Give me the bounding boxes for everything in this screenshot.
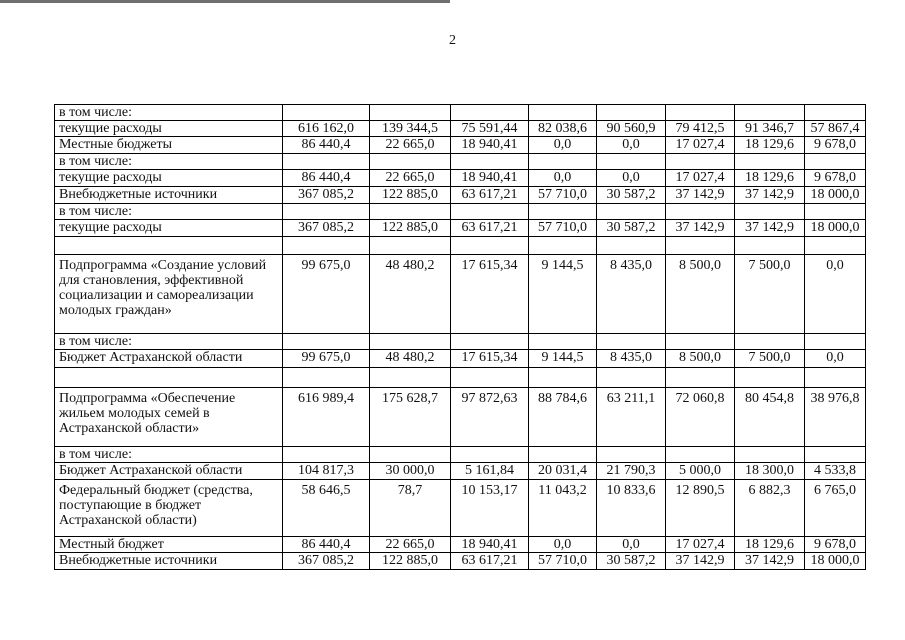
value-cell: 18 940,41 xyxy=(451,537,529,553)
value-cell: 17 615,34 xyxy=(451,255,529,334)
row-label: Внебюджетные источники xyxy=(55,553,283,570)
value-cell xyxy=(666,334,735,350)
value-cell: 9 678,0 xyxy=(805,170,866,187)
table-row xyxy=(55,204,866,220)
value-cell: 122 885,0 xyxy=(370,220,451,237)
row-label: в том числе: xyxy=(55,204,283,220)
value-cell: 91 346,7 xyxy=(735,121,805,137)
value-cell xyxy=(805,204,866,220)
value-cell: 104 817,3 xyxy=(283,463,370,480)
value-cell: 10 153,17 xyxy=(451,480,529,537)
value-cell: 4 533,8 xyxy=(805,463,866,480)
table-row xyxy=(55,154,866,170)
table-row xyxy=(55,220,866,237)
value-cell: 17 027,4 xyxy=(666,170,735,187)
row-label: в том числе: xyxy=(55,105,283,121)
value-cell xyxy=(805,368,866,388)
value-cell xyxy=(597,447,666,463)
value-cell: 57 710,0 xyxy=(529,187,597,204)
value-cell: 78,7 xyxy=(370,480,451,537)
value-cell: 6 765,0 xyxy=(805,480,866,537)
value-cell xyxy=(666,237,735,255)
value-cell: 8 500,0 xyxy=(666,350,735,368)
row-label: Местные бюджеты xyxy=(55,137,283,154)
value-cell: 37 142,9 xyxy=(735,187,805,204)
value-cell xyxy=(451,204,529,220)
row-label xyxy=(55,237,283,255)
value-cell: 8 435,0 xyxy=(597,255,666,334)
value-cell: 18 000,0 xyxy=(805,553,866,570)
value-cell xyxy=(735,105,805,121)
value-cell: 8 500,0 xyxy=(666,255,735,334)
value-cell: 63 617,21 xyxy=(451,220,529,237)
row-label: в том числе: xyxy=(55,447,283,463)
value-cell: 57 710,0 xyxy=(529,220,597,237)
row-label: Бюджет Астраханской области xyxy=(55,463,283,480)
value-cell xyxy=(370,334,451,350)
value-cell: 5 161,84 xyxy=(451,463,529,480)
value-cell xyxy=(666,368,735,388)
value-cell: 9 678,0 xyxy=(805,137,866,154)
value-cell: 63 617,21 xyxy=(451,553,529,570)
value-cell: 5 000,0 xyxy=(666,463,735,480)
value-cell: 30 587,2 xyxy=(597,220,666,237)
scan-edge-line xyxy=(0,0,450,3)
value-cell xyxy=(597,368,666,388)
value-cell: 63 211,1 xyxy=(597,388,666,447)
value-cell: 0,0 xyxy=(597,537,666,553)
value-cell: 57 710,0 xyxy=(529,553,597,570)
table-row xyxy=(55,553,866,570)
value-cell: 37 142,9 xyxy=(666,220,735,237)
value-cell xyxy=(666,105,735,121)
value-cell xyxy=(283,334,370,350)
value-cell: 0,0 xyxy=(597,137,666,154)
value-cell xyxy=(597,154,666,170)
value-cell: 57 867,4 xyxy=(805,121,866,137)
value-cell: 48 480,2 xyxy=(370,350,451,368)
value-cell xyxy=(283,204,370,220)
value-cell: 99 675,0 xyxy=(283,350,370,368)
value-cell: 367 085,2 xyxy=(283,187,370,204)
value-cell: 0,0 xyxy=(529,537,597,553)
value-cell xyxy=(283,368,370,388)
value-cell xyxy=(597,237,666,255)
value-cell xyxy=(597,334,666,350)
value-cell xyxy=(451,237,529,255)
table-row xyxy=(55,447,866,463)
value-cell: 122 885,0 xyxy=(370,553,451,570)
value-cell: 17 615,34 xyxy=(451,350,529,368)
budget-table xyxy=(54,104,866,570)
value-cell: 97 872,63 xyxy=(451,388,529,447)
value-cell xyxy=(283,154,370,170)
value-cell xyxy=(283,237,370,255)
value-cell: 22 665,0 xyxy=(370,170,451,187)
row-label: Подпрограмма «Обеспечение жильем молодых семей в Астраханской области» xyxy=(55,388,283,447)
value-cell xyxy=(735,368,805,388)
value-cell xyxy=(529,204,597,220)
table-row xyxy=(55,537,866,553)
value-cell xyxy=(805,105,866,121)
value-cell: 90 560,9 xyxy=(597,121,666,137)
value-cell: 86 440,4 xyxy=(283,170,370,187)
value-cell: 18 129,6 xyxy=(735,137,805,154)
value-cell: 18 940,41 xyxy=(451,137,529,154)
value-cell: 22 665,0 xyxy=(370,537,451,553)
value-cell: 48 480,2 xyxy=(370,255,451,334)
table-row xyxy=(55,388,866,447)
value-cell: 30 587,2 xyxy=(597,187,666,204)
value-cell: 22 665,0 xyxy=(370,137,451,154)
row-label: текущие расходы xyxy=(55,220,283,237)
value-cell xyxy=(370,237,451,255)
value-cell: 0,0 xyxy=(529,137,597,154)
value-cell xyxy=(805,447,866,463)
value-cell xyxy=(735,334,805,350)
value-cell: 37 142,9 xyxy=(735,553,805,570)
value-cell: 367 085,2 xyxy=(283,553,370,570)
table-row xyxy=(55,463,866,480)
value-cell: 37 142,9 xyxy=(666,553,735,570)
row-label: текущие расходы xyxy=(55,170,283,187)
value-cell: 82 038,6 xyxy=(529,121,597,137)
value-cell: 30 587,2 xyxy=(597,553,666,570)
value-cell xyxy=(451,447,529,463)
value-cell xyxy=(735,154,805,170)
value-cell xyxy=(666,154,735,170)
value-cell xyxy=(370,447,451,463)
table-row xyxy=(55,105,866,121)
value-cell: 75 591,44 xyxy=(451,121,529,137)
value-cell: 8 435,0 xyxy=(597,350,666,368)
value-cell: 0,0 xyxy=(805,255,866,334)
table-row xyxy=(55,334,866,350)
table-row xyxy=(55,170,866,187)
value-cell: 72 060,8 xyxy=(666,388,735,447)
value-cell xyxy=(805,334,866,350)
value-cell: 21 790,3 xyxy=(597,463,666,480)
value-cell: 9 144,5 xyxy=(529,255,597,334)
table-row xyxy=(55,187,866,204)
value-cell xyxy=(735,204,805,220)
value-cell: 6 882,3 xyxy=(735,480,805,537)
value-cell xyxy=(735,237,805,255)
row-label: текущие расходы xyxy=(55,121,283,137)
value-cell xyxy=(597,204,666,220)
table-row xyxy=(55,368,866,388)
value-cell: 7 500,0 xyxy=(735,255,805,334)
value-cell xyxy=(529,237,597,255)
value-cell: 18 940,41 xyxy=(451,170,529,187)
table-row xyxy=(55,480,866,537)
value-cell xyxy=(451,334,529,350)
row-label: в том числе: xyxy=(55,154,283,170)
value-cell: 175 628,7 xyxy=(370,388,451,447)
table-row xyxy=(55,255,866,334)
value-cell xyxy=(451,105,529,121)
row-label: Местный бюджет xyxy=(55,537,283,553)
row-label: Федеральный бюджет (средства, поступающие в бюджет Астраханской области) xyxy=(55,480,283,537)
value-cell: 86 440,4 xyxy=(283,537,370,553)
value-cell: 20 031,4 xyxy=(529,463,597,480)
value-cell: 616 989,4 xyxy=(283,388,370,447)
value-cell: 139 344,5 xyxy=(370,121,451,137)
value-cell xyxy=(805,237,866,255)
value-cell xyxy=(597,105,666,121)
value-cell xyxy=(529,368,597,388)
table-row xyxy=(55,350,866,368)
value-cell: 18 129,6 xyxy=(735,170,805,187)
value-cell: 122 885,0 xyxy=(370,187,451,204)
value-cell: 18 000,0 xyxy=(805,187,866,204)
value-cell: 30 000,0 xyxy=(370,463,451,480)
value-cell: 18 300,0 xyxy=(735,463,805,480)
value-cell xyxy=(805,154,866,170)
row-label: в том числе: xyxy=(55,334,283,350)
table-row xyxy=(55,237,866,255)
value-cell: 616 162,0 xyxy=(283,121,370,137)
value-cell: 367 085,2 xyxy=(283,220,370,237)
value-cell: 12 890,5 xyxy=(666,480,735,537)
value-cell xyxy=(451,368,529,388)
value-cell xyxy=(283,447,370,463)
value-cell xyxy=(370,204,451,220)
row-label: Внебюджетные источники xyxy=(55,187,283,204)
value-cell xyxy=(529,447,597,463)
value-cell: 9 678,0 xyxy=(805,537,866,553)
value-cell xyxy=(370,368,451,388)
value-cell: 17 027,4 xyxy=(666,537,735,553)
value-cell xyxy=(666,204,735,220)
value-cell xyxy=(735,447,805,463)
value-cell: 58 646,5 xyxy=(283,480,370,537)
value-cell: 10 833,6 xyxy=(597,480,666,537)
value-cell: 0,0 xyxy=(805,350,866,368)
row-label: Бюджет Астраханской области xyxy=(55,350,283,368)
value-cell xyxy=(666,447,735,463)
value-cell xyxy=(529,154,597,170)
value-cell xyxy=(451,154,529,170)
value-cell: 7 500,0 xyxy=(735,350,805,368)
value-cell: 18 000,0 xyxy=(805,220,866,237)
table-row xyxy=(55,121,866,137)
value-cell: 11 043,2 xyxy=(529,480,597,537)
value-cell: 37 142,9 xyxy=(735,220,805,237)
value-cell: 88 784,6 xyxy=(529,388,597,447)
value-cell: 79 412,5 xyxy=(666,121,735,137)
value-cell: 0,0 xyxy=(597,170,666,187)
value-cell: 80 454,8 xyxy=(735,388,805,447)
page-number: 2 xyxy=(449,33,456,48)
value-cell xyxy=(283,105,370,121)
value-cell: 38 976,8 xyxy=(805,388,866,447)
value-cell xyxy=(370,105,451,121)
row-label xyxy=(55,368,283,388)
row-label: Подпрограмма «Создание условий для становления, эффективной социализации и самореализации молодых граждан» xyxy=(55,255,283,334)
value-cell xyxy=(529,105,597,121)
value-cell: 17 027,4 xyxy=(666,137,735,154)
value-cell: 37 142,9 xyxy=(666,187,735,204)
value-cell: 99 675,0 xyxy=(283,255,370,334)
value-cell xyxy=(370,154,451,170)
value-cell: 63 617,21 xyxy=(451,187,529,204)
value-cell: 86 440,4 xyxy=(283,137,370,154)
value-cell: 0,0 xyxy=(529,170,597,187)
value-cell: 9 144,5 xyxy=(529,350,597,368)
value-cell xyxy=(529,334,597,350)
table-row xyxy=(55,137,866,154)
value-cell: 18 129,6 xyxy=(735,537,805,553)
